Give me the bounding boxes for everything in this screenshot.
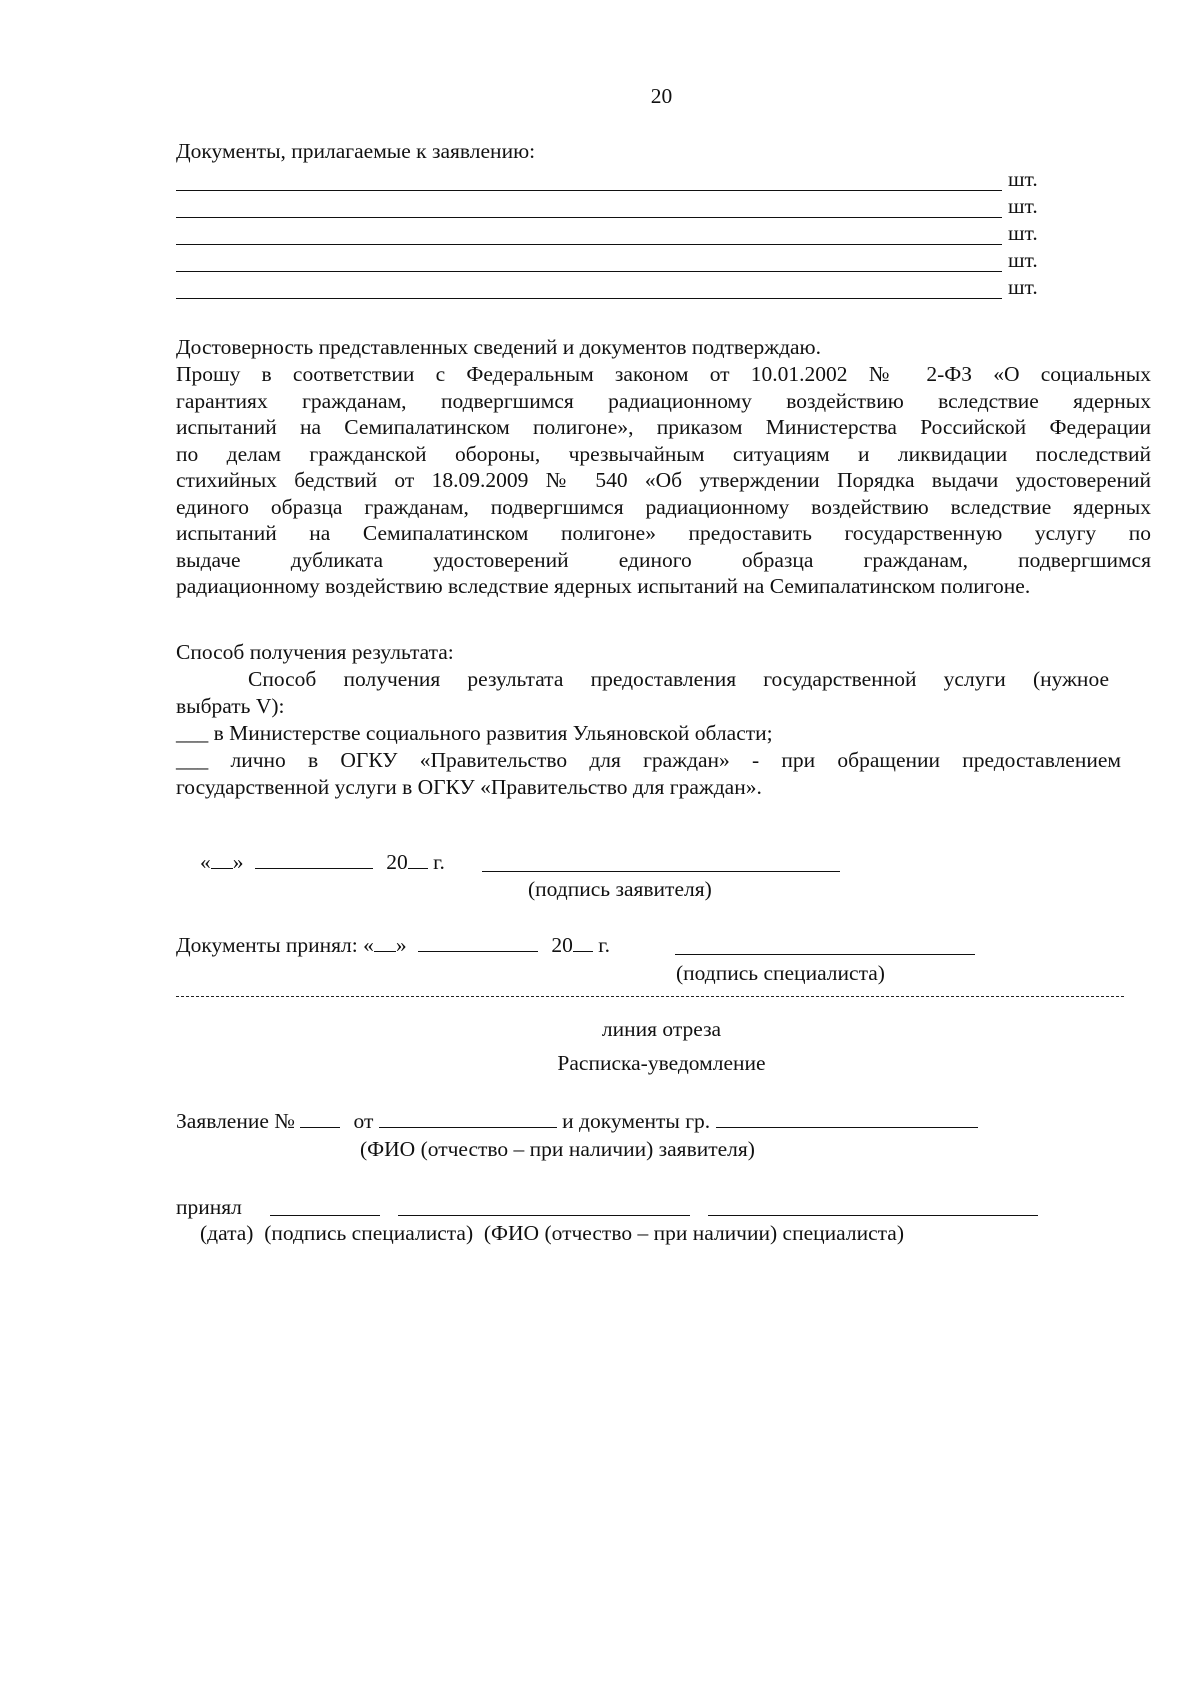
quote-open: « (200, 850, 211, 874)
result-method-intro-line: Способ получения результата предоставления государственной услуги (нужное (248, 667, 1109, 691)
option-label: государственной услуги в ОГКУ «Правительство для граждан». (176, 775, 762, 799)
request-line: стихийных бедствий от 18.09.2009 № 540 «Об утверждении Порядка выдачи удостоверений (176, 468, 1151, 492)
quote-close: » (395, 933, 407, 957)
attached-doc-field[interactable] (176, 190, 1002, 191)
option-label: лично в ОГКУ «Правительство для граждан» - при обращении предоставлением (230, 748, 1122, 772)
quote-close: » (232, 850, 244, 874)
option-blank[interactable]: ___ (176, 748, 209, 772)
request-line: Прошу в соответствии с Федеральным законом от 10.01.2002 № 2-ФЗ «О социальных (176, 362, 1151, 386)
receipt-accepted-line (176, 1194, 242, 1221)
application-number-label: Заявление № (176, 1109, 295, 1133)
attached-doc-field[interactable] (176, 244, 1002, 245)
year-suffix: г. (598, 933, 611, 957)
unit-label: шт. (1008, 221, 1038, 245)
receipt-application-line (176, 1107, 978, 1135)
option-blank[interactable]: ___ (176, 721, 209, 745)
option-ministry[interactable] (176, 720, 773, 747)
receipt-specialist-signature-field[interactable] (398, 1215, 690, 1216)
request-line: единого образца гражданам, подвергшимся радиационному воздействию вследствие ядерных (176, 494, 1151, 519)
receipt-captions: (дата) (подпись специалиста) (ФИО (отчество – при наличии) специалиста) (200, 1221, 905, 1245)
year-field[interactable] (573, 931, 593, 952)
option-ogku[interactable] (176, 747, 1121, 774)
docs-label: и документы гр. (562, 1109, 711, 1133)
application-number-field[interactable] (300, 1107, 340, 1128)
attached-doc-field[interactable] (176, 298, 1002, 299)
option-label: в Министерстве социального развития Ульяновской области; (213, 721, 773, 745)
request-line: радиационному воздействию вследствие ядерных испытаний на Семипалатинском полигоне. (176, 574, 1031, 598)
attached-doc-field[interactable] (176, 217, 1002, 218)
applicant-fio-field[interactable] (716, 1107, 978, 1128)
result-method-intro-line: выбрать V): (176, 694, 285, 718)
day-field[interactable] (211, 848, 233, 869)
accepted-date-line (176, 931, 610, 959)
receipt-date-field[interactable] (270, 1215, 380, 1216)
unit-label: шт. (1008, 194, 1038, 218)
cut-line-label: линия отреза (601, 1017, 722, 1041)
year-prefix: 20 (386, 850, 408, 874)
request-line: испытаний на Семипалатинском полигоне», приказом Министерства Российской Федерации (176, 415, 1151, 439)
request-line: выдаче дубликата удостоверений единого образца гражданам, подвергшимся (176, 547, 1151, 572)
request-line: гарантиях гражданам, подвергшимся радиационному воздействию вследствие ядерных (176, 388, 1151, 413)
page-number: 20 (650, 84, 673, 108)
from-label: от (353, 1109, 374, 1133)
applicant-date-line (200, 848, 445, 876)
year-field[interactable] (408, 848, 428, 869)
result-method-heading: Способ получения результата: (176, 640, 454, 664)
applicant-signature-field[interactable] (482, 871, 840, 872)
result-method-intro (176, 666, 1109, 693)
specialist-signature-caption: (подпись специалиста) (676, 961, 885, 985)
month-field[interactable] (255, 848, 373, 869)
unit-label: шт. (1008, 275, 1038, 299)
year-prefix: 20 (551, 933, 573, 957)
accepted-by-label: принял (176, 1195, 242, 1219)
receipt-title: Расписка-уведомление (557, 1051, 766, 1075)
specialist-signature-field[interactable] (675, 954, 975, 955)
request-paragraph (176, 361, 1151, 600)
unit-label: шт. (1008, 248, 1038, 272)
option-line (176, 747, 1121, 774)
application-date-field[interactable] (379, 1107, 557, 1128)
applicant-signature-caption: (подпись заявителя) (528, 877, 712, 901)
accepted-label: Документы принял: « (176, 933, 374, 957)
year-suffix: г. (433, 850, 445, 874)
request-line: по делам гражданской обороны, чрезвычайным ситуациям и ликвидации последствий (176, 441, 1151, 466)
confirmation-text: Достоверность представленных сведений и документов подтверждаю. (176, 335, 821, 359)
cut-line (176, 996, 1124, 997)
attached-doc-field[interactable] (176, 271, 1002, 272)
receipt-specialist-fio-field[interactable] (708, 1215, 1038, 1216)
unit-label: шт. (1008, 167, 1038, 191)
attached-docs-heading: Документы, прилагаемые к заявлению: (176, 139, 536, 163)
applicant-fio-caption: (ФИО (отчество – при наличии) заявителя) (360, 1137, 755, 1161)
day-field[interactable] (374, 931, 396, 952)
month-field[interactable] (418, 931, 538, 952)
request-line: испытаний на Семипалатинском полигоне» предоставить государственную услугу по (176, 521, 1151, 545)
